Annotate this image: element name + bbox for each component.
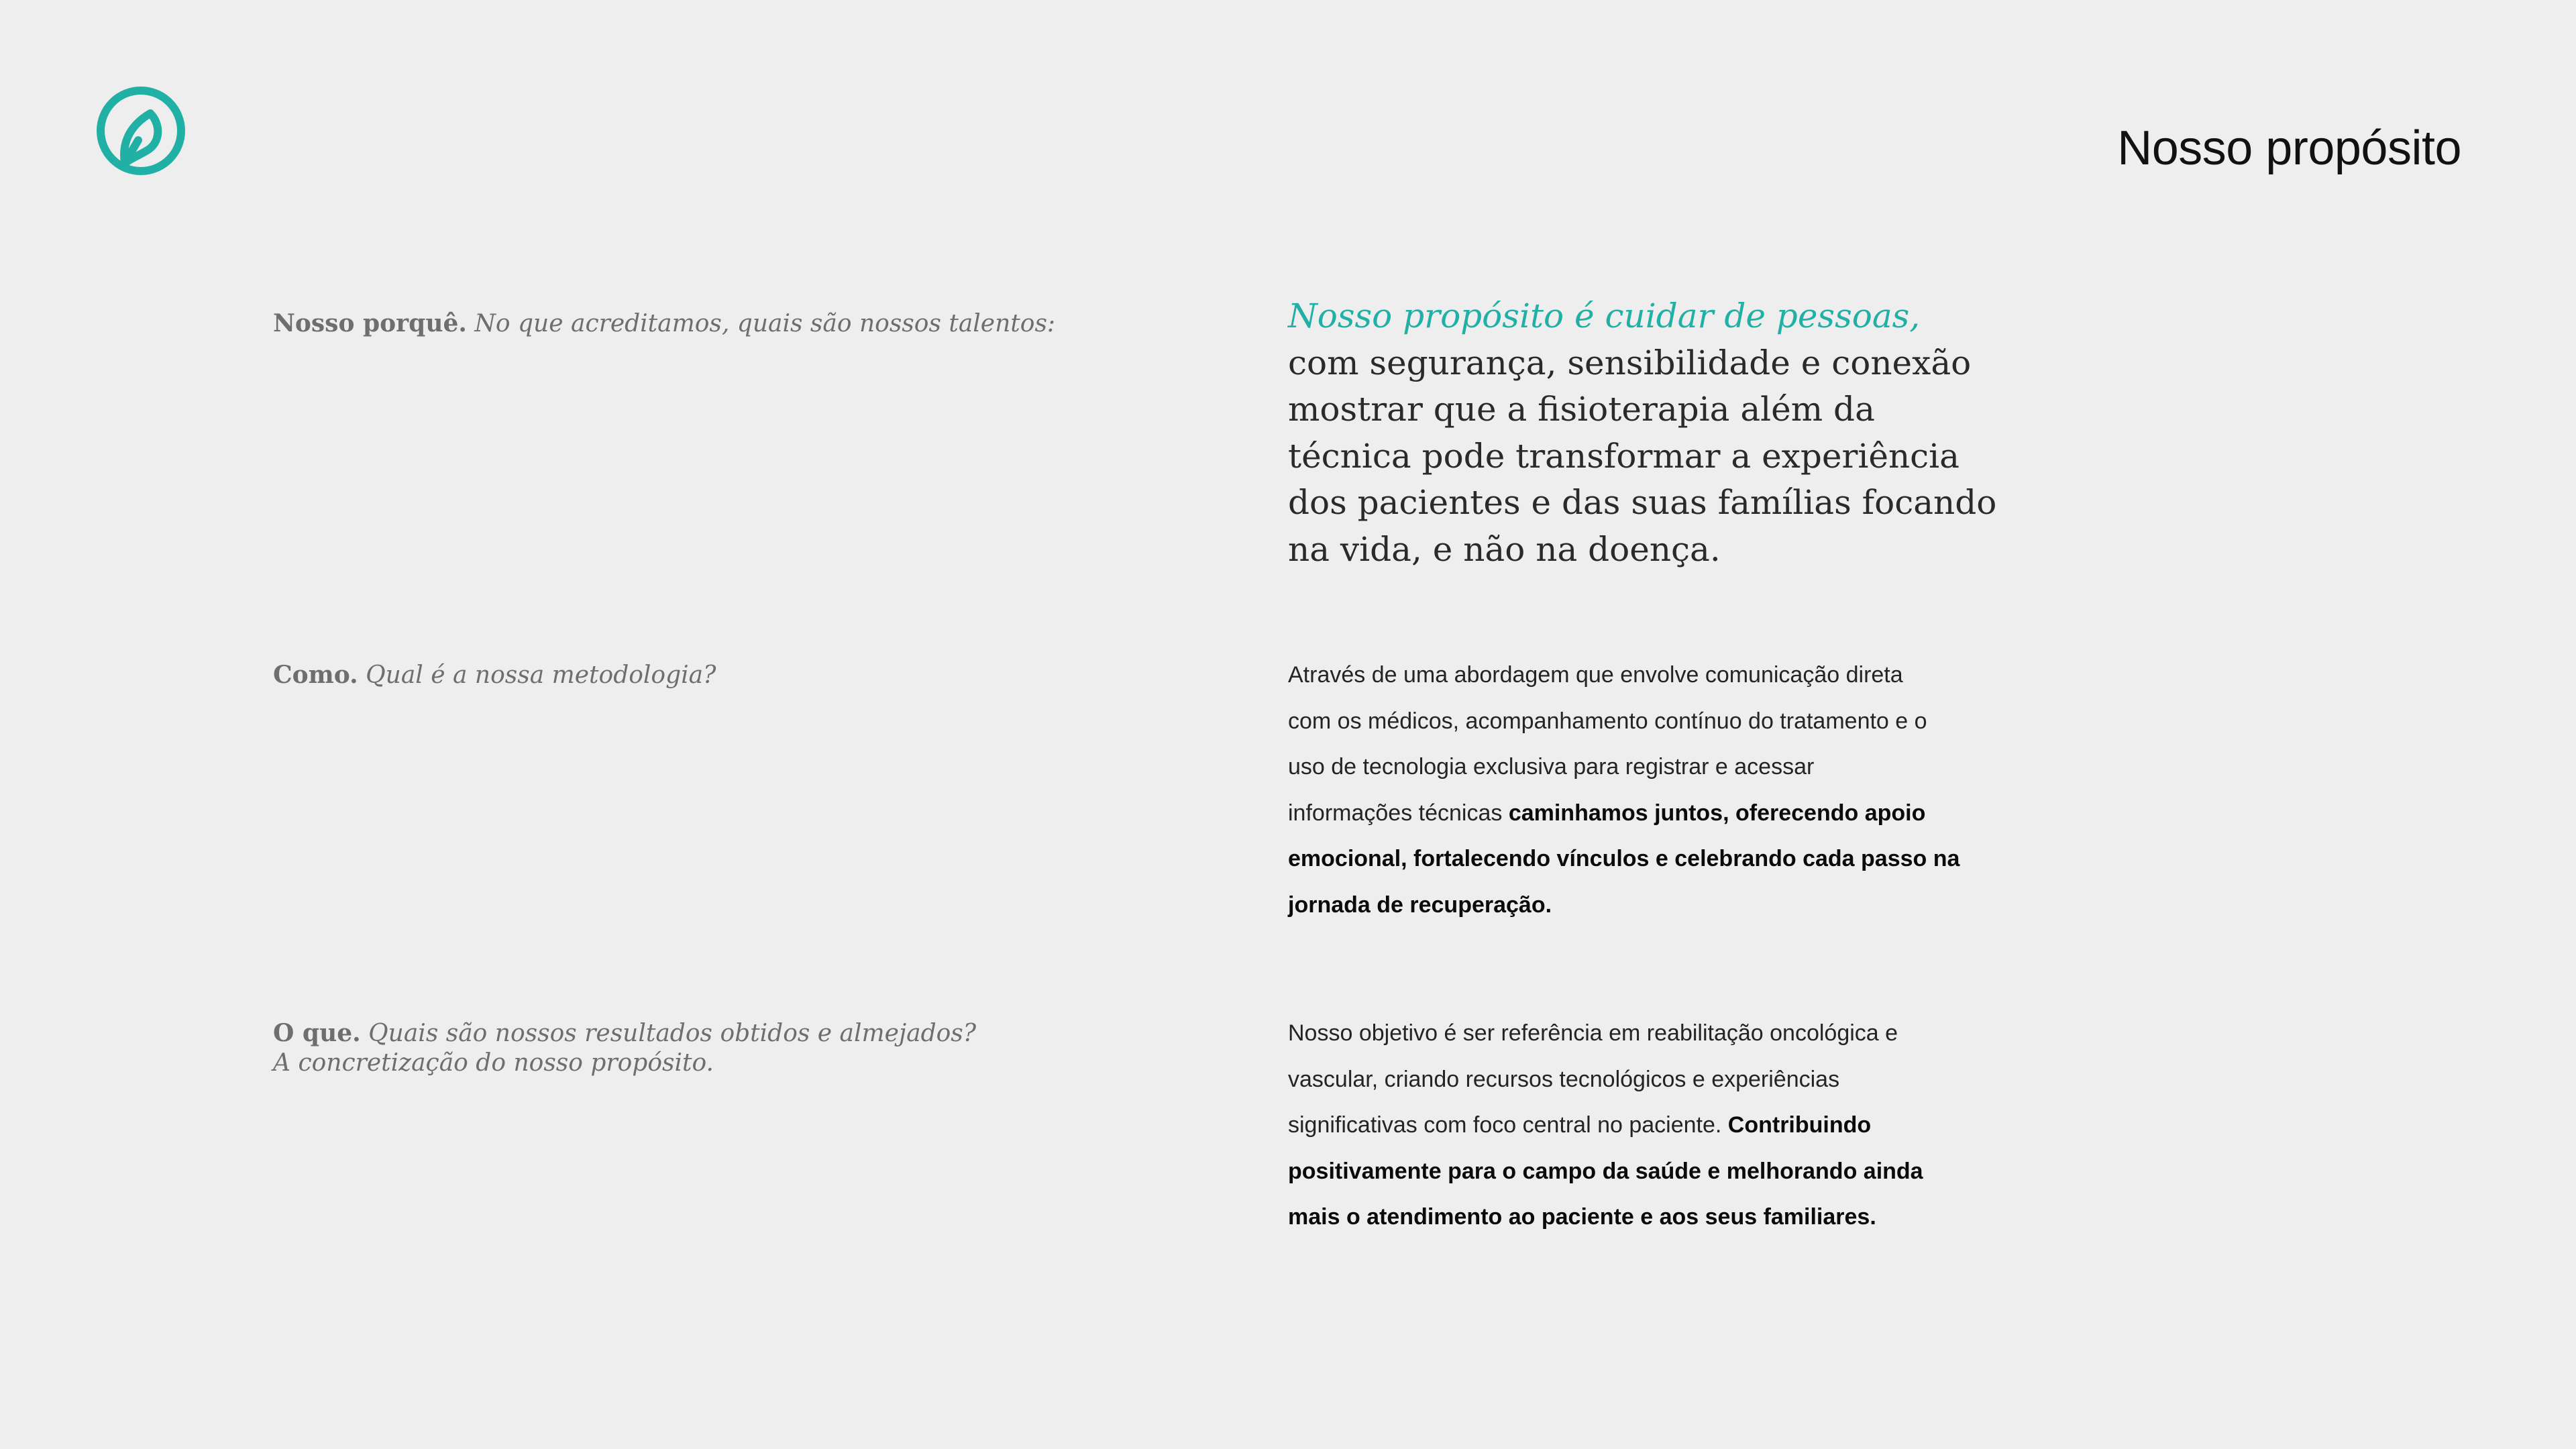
- question-lead: Como.: [273, 661, 358, 689]
- question-italic: Quais são nossos resultados obtidos e almejados?: [368, 1020, 977, 1047]
- answer-bold: Contribuindo: [1727, 1112, 1872, 1138]
- answer-bold: emocional, fortalecendo vínculos e celebrando cada passo na: [1288, 846, 1960, 872]
- statement-line: dos pacientes e das suas famílias focando: [1288, 483, 1997, 522]
- question-why: [273, 309, 1145, 339]
- purpose-highlight: Nosso propósito é cuidar de pessoas,: [1288, 297, 1921, 335]
- statement-line: mostrar que a fisioterapia além da: [1288, 390, 1875, 429]
- question-italic: No que acreditamos, quais são nossos talentos:: [474, 310, 1056, 337]
- answer-bold: caminhamos juntos, oferecendo apoio: [1508, 800, 1926, 826]
- question-italic: Qual é a nossa metodologia?: [366, 661, 716, 689]
- question-lead: Nosso porquê.: [273, 309, 467, 337]
- answer-bold: jornada de recuperação.: [1288, 892, 1552, 918]
- page-title: Nosso propósito: [2117, 121, 2461, 175]
- statement-line: com segurança, sensibilidade e conexão: [1288, 343, 1972, 382]
- answer-line: Através de uma abordagem que envolve comunicação direta: [1288, 662, 1903, 688]
- answer-what: [1288, 1010, 2012, 1240]
- question-lead: O que.: [273, 1019, 361, 1047]
- answer-line: significativas com foco central no paciente.: [1288, 1112, 1728, 1138]
- answer-line: informações técnicas: [1288, 800, 1509, 826]
- answer-bold: mais o atendimento ao paciente e aos seus familiares.: [1288, 1204, 1876, 1230]
- answer-line: com os médicos, acompanhamento contínuo do tratamento e o: [1288, 708, 1927, 734]
- statement-line: técnica pode transformar a experiência: [1288, 436, 1960, 476]
- question-italic: A concretização do nosso propósito.: [273, 1049, 714, 1077]
- answer-line: Nosso objetivo é ser referência em reabilitação oncológica e: [1288, 1020, 1898, 1046]
- answer-line: vascular, criando recursos tecnológicos e experiências: [1288, 1066, 1840, 1092]
- leaf-circle-logo-icon: [94, 84, 188, 178]
- question-how: [273, 660, 1145, 690]
- purpose-statement: [1288, 293, 2026, 573]
- statement-line: na vida, e não na doença.: [1288, 529, 1721, 569]
- answer-bold: positivamente para o campo da saúde e melhorando ainda: [1288, 1158, 1923, 1184]
- question-what: [273, 1018, 1145, 1078]
- answer-how: [1288, 652, 2012, 928]
- answer-line: uso de tecnologia exclusiva para registrar e acessar: [1288, 754, 1815, 780]
